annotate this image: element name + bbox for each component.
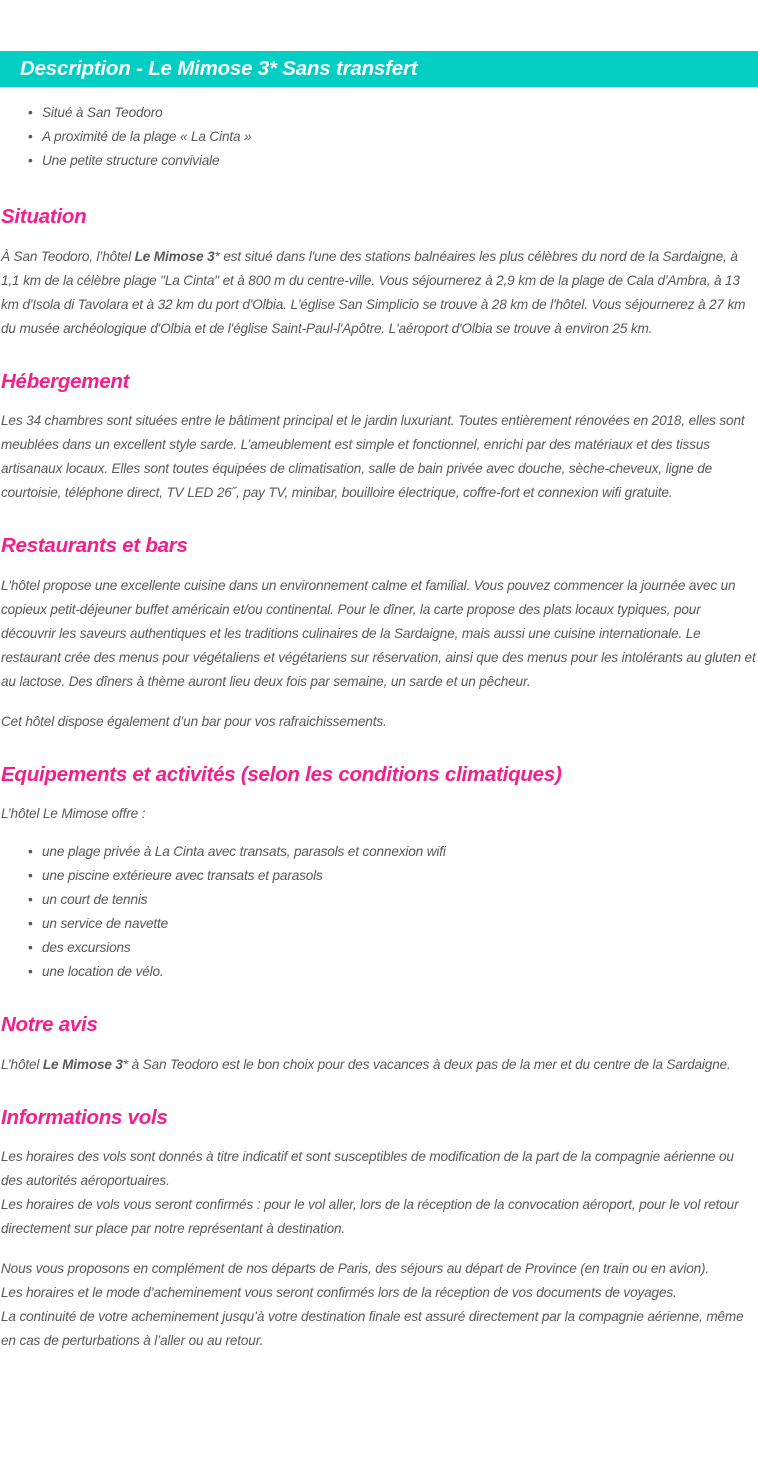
list-item: • Situé à San Teodoro	[1, 101, 757, 125]
section-paragraph-vols-3: Nous vous proposons en complément de nos départs de Paris, des séjours au départ de Province (en train ou en avion).	[1, 1261, 710, 1277]
spacer	[1, 694, 757, 710]
list-item: • Une petite structure conviviale	[1, 149, 757, 173]
hotel-name-bold: Le Mimose 3	[42, 1056, 123, 1072]
spacer	[1, 1037, 757, 1053]
section-heading-notre-avis: Notre avis	[1, 1013, 98, 1037]
section-heading-hebergement: Hébergement	[1, 369, 130, 393]
text-fragment: * à San Teodoro est le bon choix pour des vacances à deux pas de la mer et du centre de la Sardaigne.	[122, 1056, 731, 1072]
equipements-bullet-list	[1, 840, 757, 984]
text-fragment: À San Teodoro, l’hôtel	[1, 248, 135, 264]
section-paragraph-restaurants-2: Cet hôtel dispose également d’un bar pour vos rafraichissements.	[1, 713, 387, 729]
section-paragraph-situation	[1, 245, 757, 341]
intro-bullet-list	[1, 101, 757, 173]
text-fragment: L’hôtel	[1, 1056, 43, 1072]
section-paragraph-vols-2: Les horaires de vols vous seront confirmés : pour le vol aller, lors de la réception de la convocation aéroport, pour le vol retour directement sur place par notre représentant à destination.	[1, 1197, 739, 1237]
spacer	[1, 786, 757, 802]
text-fragment: * est situé dans l'une des stations balnéaires les plus célèbres du nord de la Sardaigne, à 1,1 km de la célèbre plage "La Cinta" et à 800 m du centre-ville. Vous séjournerez à 2,9 km de la plage de Cala d'Ambra, à 13 km d'Isola di Tavolara et à 32 km du port d'Olbia. L'église San Simplicio se trouve à 28 km de l'hôtel. Vous séjournerez à 27 km du musée archéologique d'Olbia et de l'église Saint-Paul-l'Apôtre. L'aéroport d'Olbia se trouve à environ 25 km.	[1, 248, 746, 336]
spacer	[1, 341, 757, 371]
spacer	[1, 984, 757, 1014]
spacer	[1, 826, 757, 840]
section-paragraph-hebergement: Les 34 chambres sont situées entre le bâtiment principal et le jardin luxuriant. Toutes entièrement rénovées en 2018, elles sont meublées dans un excellent style sarde. L’ameublement est simple et fonctionnel, enrichi par des matériaux et des tissus artisanaux locaux. Elles sont toutes équipées de climatisation, salle de bain privée avec douche, sèche-cheveux, ligne de courtoisie, téléphone direct, TV LED 26˝, pay TV, minibar, bouilloire électrique, coffre-fort et connexion wifi gratuite.	[1, 413, 745, 501]
section-heading-informations-vols: Informations vols	[1, 1105, 168, 1129]
section-paragraph-vols-5: La continuité de votre acheminement jusqu’à votre destination finale est assuré directement par la compagnie aérienne, même en cas de perturbations à l’aller ou au retour.	[1, 1309, 744, 1349]
spacer	[1, 1241, 757, 1257]
list-item: • un service de navette	[1, 912, 757, 936]
list-item: • une piscine extérieure avec transats et parasols	[1, 864, 757, 888]
list-item: • un court de tennis	[1, 888, 757, 912]
section-paragraph-restaurants-1: L'hôtel propose une excellente cuisine dans un environnement calme et familial. Vous pouvez commencer la journée avec un copieux petit-déjeuner buffet américain et/ou continental. Pour le dîner, la carte propose des plats locaux typiques, pour découvrir les saveurs authentiques et les traditions culinaires de la Sardaigne, mais aussi une cuisine internationale. Le restaurant crée des menus pour végétaliens et végétariens sur réservation, ainsi que des menus pour les intolérants au gluten et au lactose. Des dîners à thème auront lieu deux fois par semaine, un sarde et un pêcheur.	[1, 577, 756, 689]
hotel-name-bold: Le Mimose 3	[134, 248, 215, 264]
section-heading-situation: Situation	[1, 205, 87, 228]
list-item: • A proximité de la plage « La Cinta »	[1, 125, 757, 149]
list-item: • une plage privée à La Cinta avec transats, parasols et connexion wifi	[1, 840, 757, 864]
page-banner	[0, 51, 758, 87]
section-paragraph-notre-avis	[1, 1053, 757, 1077]
spacer	[1, 1077, 757, 1107]
section-heading-restaurants: Restaurants et bars	[1, 534, 188, 558]
spacer	[1, 173, 757, 206]
spacer	[1, 558, 757, 574]
spacer	[1, 229, 757, 245]
page-title: Description - Le Mimose 3* Sans transfert	[20, 56, 418, 80]
section-paragraph-vols-4: Les horaires et le mode d’acheminement vous seront confirmés lors de la réception de vos documents de voyages.	[1, 1285, 677, 1301]
spacer	[1, 734, 757, 764]
section-paragraph-vols-1: Les horaires des vols sont donnés à titre indicatif et sont susceptibles de modification de la part de la compagnie aérienne ou des autorités aéroportuaires.	[1, 1149, 734, 1189]
list-item: • une location de vélo.	[1, 960, 757, 984]
section-heading-equipements: Equipements et activités (selon les conditions climatiques)	[1, 762, 562, 786]
spacer	[1, 393, 757, 409]
spacer	[1, 505, 757, 535]
spacer	[1, 1129, 757, 1145]
page-content	[0, 101, 758, 1353]
list-item: • des excursions	[1, 936, 757, 960]
section-intro-equipements: L’hôtel Le Mimose offre :	[1, 806, 146, 822]
